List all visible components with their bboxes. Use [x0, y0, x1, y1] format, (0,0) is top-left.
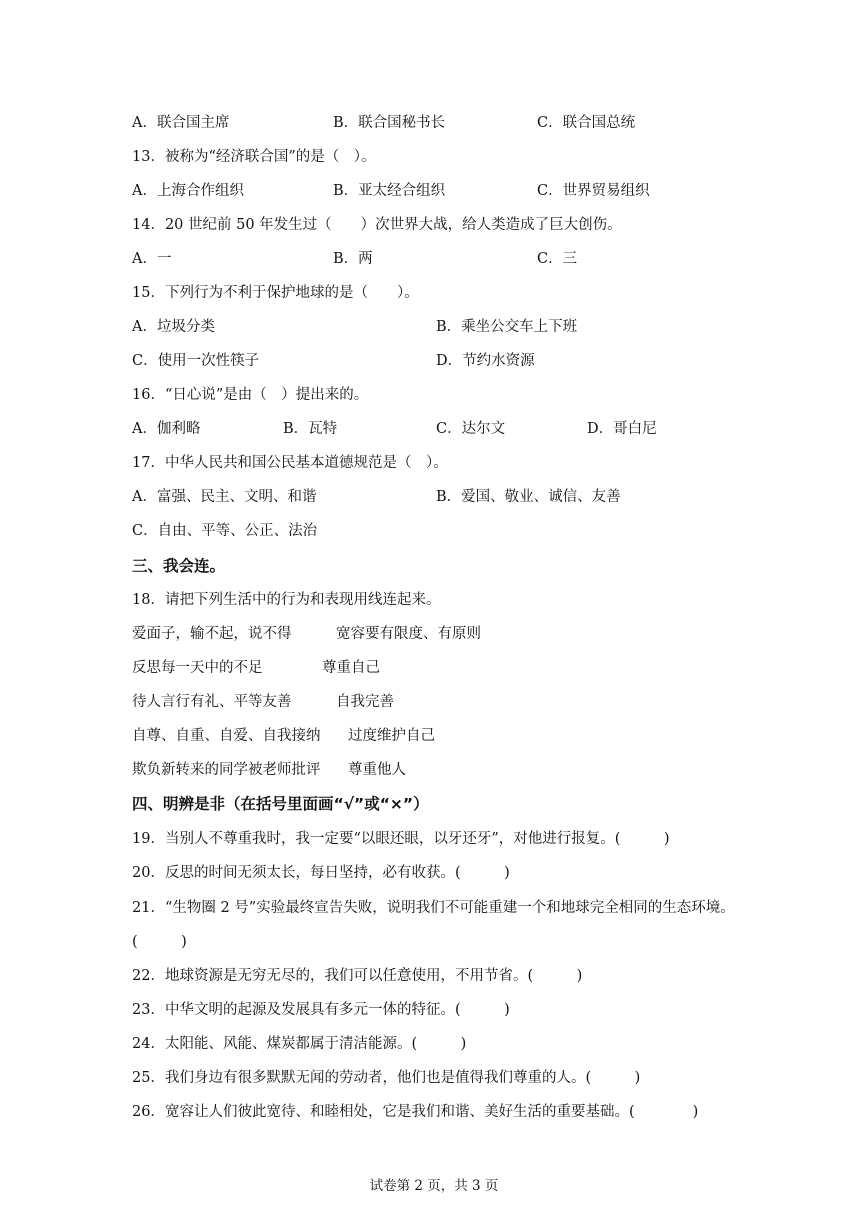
- q14-option-c: C．三: [537, 251, 578, 267]
- match-right-2: 尊重自己: [322, 660, 380, 676]
- match-right-1: 宽容要有限度、有原则: [336, 626, 481, 642]
- q17-stem: 17．中华人民共和国公民基本道德规范是（ ）。: [132, 455, 448, 471]
- q21: 21．“生物圈 2 号”实验最终宣告失败，说明我们不可能重建一个和地球完全相同的生态环境。: [132, 900, 735, 916]
- q24: 24．太阳能、风能、煤炭都属于清洁能源。( ): [132, 1036, 467, 1052]
- q13-stem: 13．被称为“经济联合国”的是（ ）。: [132, 149, 376, 165]
- q16-option-d: D．哥白尼: [587, 421, 657, 437]
- q17-option-a: A．富强、民主、文明、和谐: [132, 489, 317, 505]
- match-left-5: 欺负新转来的同学被老师批评: [132, 762, 321, 778]
- q13-option-a: A．上海合作组织: [132, 183, 244, 199]
- q13-option-c: C．世界贸易组织: [537, 183, 650, 199]
- q15-stem: 15．下列行为不利于保护地球的是（ ）。: [132, 285, 419, 301]
- match-right-5: 尊重他人: [348, 762, 406, 778]
- match-left-1: 爱面子，输不起，说不得: [132, 626, 292, 642]
- section3-title: 三、我会连。: [132, 557, 226, 575]
- q16-option-a: A．伽利略: [132, 421, 201, 437]
- q20: 20．反思的时间无须太长，每日坚持，必有收获。( ): [132, 865, 510, 881]
- q18-stem: 18．请把下列生活中的行为和表现用线连起来。: [132, 592, 441, 608]
- q15-option-d: D．节约水资源: [436, 353, 535, 369]
- q19: 19．当别人不尊重我时，我一定要“以眼还眼，以牙还牙”，对他进行报复。( ): [132, 831, 670, 847]
- q17-option-b: B．爱国、敬业、诚信、友善: [436, 489, 621, 505]
- q14-option-a: A．一: [132, 251, 172, 267]
- match-right-4: 过度维护自己: [348, 728, 435, 744]
- q16-option-b: B．瓦特: [283, 421, 338, 437]
- page-footer: 试卷第 2 页，共 3 页: [369, 1178, 499, 1194]
- q15-option-b: B．乘坐公交车上下班: [436, 319, 578, 335]
- q16-option-c: C．达尔文: [436, 421, 506, 437]
- match-right-3: 自我完善: [336, 694, 394, 710]
- match-left-4: 自尊、自重、自爱、自我接纳: [132, 728, 321, 744]
- match-left-3: 待人言行有礼、平等友善: [132, 694, 292, 710]
- q13-option-b: B．亚太经合组织: [333, 183, 446, 199]
- q23: 23．中华文明的起源及发展具有多元一体的特征。( ): [132, 1002, 510, 1018]
- section4-title: 四、明辨是非（在括号里面画“√”或“×”）: [132, 795, 429, 813]
- q14-option-b: B．两: [333, 251, 373, 267]
- q16-stem: 16．“日心说”是由（ ）提出来的。: [132, 387, 369, 403]
- q17-option-c: C．自由、平等、公正、法治: [132, 523, 318, 539]
- q26: 26．宽容让人们彼此宽待、和睦相处，它是我们和谐、美好生活的重要基础。( ): [132, 1104, 699, 1120]
- match-left-2: 反思每一天中的不足: [132, 660, 263, 676]
- q12-option-c: C．联合国总统: [537, 115, 636, 131]
- q21-blank: ( ): [132, 934, 187, 950]
- q25: 25．我们身边有很多默默无闻的劳动者，他们也是值得我们尊重的人。( ): [132, 1070, 641, 1086]
- q12-option-a: A．联合国主席: [132, 115, 230, 131]
- q14-stem: 14．20 世纪前 50 年发生过（ ）次世界大战，给人类造成了巨大创伤。: [132, 217, 622, 233]
- q15-option-c: C．使用一次性筷子: [132, 353, 260, 369]
- q12-option-b: B．联合国秘书长: [333, 115, 446, 131]
- q22: 22．地球资源是无穷无尽的，我们可以任意使用，不用节省。( ): [132, 968, 583, 984]
- q15-option-a: A．垃圾分类: [132, 319, 215, 335]
